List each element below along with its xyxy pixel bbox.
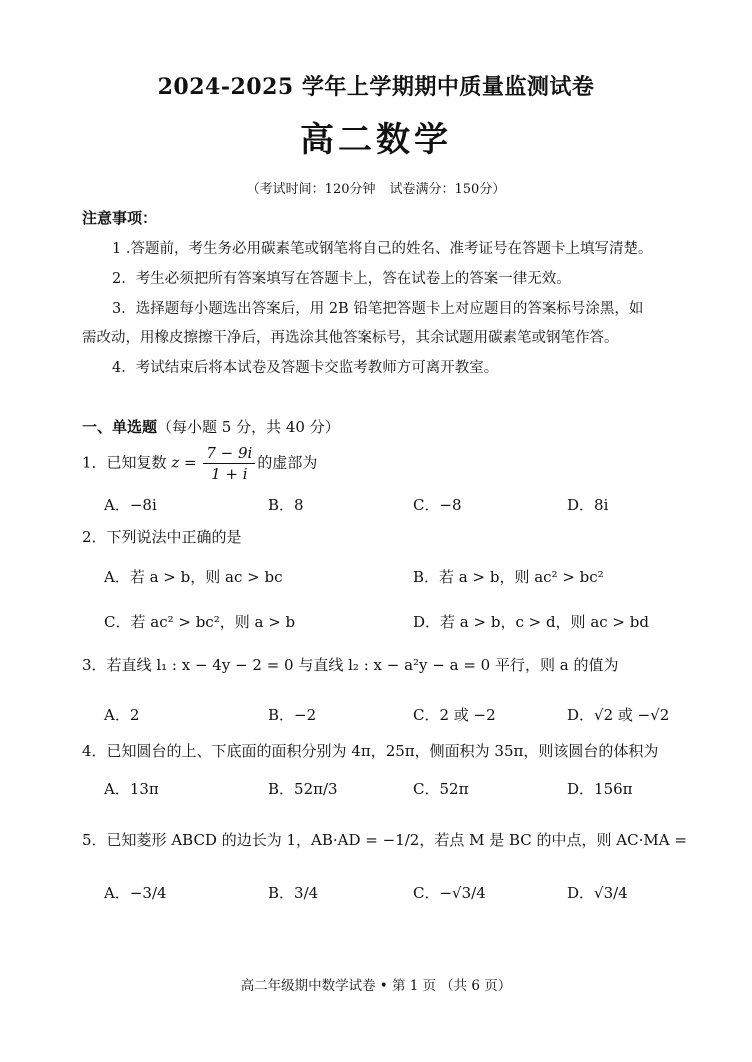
question-number: 2．	[82, 528, 107, 546]
question-5	[82, 829, 687, 850]
exam-title: 2024-2025 学年上学期期中质量监测试卷	[157, 74, 595, 100]
question-text: 的虚部为	[257, 453, 318, 472]
fraction-denominator: 1 + i	[211, 465, 248, 483]
footer-page: • 第 1 页	[379, 978, 437, 994]
option-c: C．−8	[413, 496, 462, 514]
section-desc: （每小题 5 分，共 40 分）	[157, 418, 340, 436]
question-2	[82, 526, 242, 547]
question-1	[82, 443, 317, 484]
option-a: A．−3/4	[104, 884, 167, 902]
option-b: B．−2	[268, 706, 317, 724]
question-number: 3．	[82, 656, 107, 674]
option-d: D．√2 或 −√2	[567, 706, 670, 724]
option-b: B．52π/3	[268, 780, 338, 798]
question-number: 5．	[82, 831, 107, 849]
option-c: C．52π	[413, 780, 469, 798]
section-heading	[82, 416, 340, 437]
question-text: 若直线 l₁ : x − 4y − 2 = 0 与直线 l₂ : x − a²y − a = 0 平行，则 a 的值为	[106, 656, 619, 674]
option-a: A．−8i	[104, 496, 157, 514]
question-4	[82, 740, 658, 761]
note-item: 2．考生必须把所有答案填写在答题卡上，答在试卷上的答案一律无效。	[112, 271, 571, 287]
note-item: 4．考试结束后将本试卷及答题卡交监考教师方可离开教室。	[112, 360, 499, 376]
footer-total: （共 6 页）	[440, 978, 512, 994]
math-var: z	[171, 453, 180, 472]
exam-time: （考试时间：120分钟	[246, 182, 376, 197]
question-number: 4．	[82, 742, 107, 760]
option-b: B．若 a > b，则 ac² > bc²	[413, 568, 604, 586]
option-d: D．156π	[567, 780, 633, 798]
note-item: 3．选择题每小题选出答案后，用 2B 铅笔把答题卡上对应题目的答案标号涂黑，如	[112, 301, 644, 317]
page-footer	[0, 974, 752, 994]
math-eq: =	[179, 453, 202, 472]
option-d: D．若 a > b，c > d，则 ac > bd	[413, 613, 649, 631]
full-score: 试卷满分：150分）	[389, 182, 506, 197]
subject-title: 高二数学	[300, 120, 452, 160]
option-d: D．√3/4	[567, 884, 628, 902]
note-item: 需改动，用橡皮擦擦干净后，再选涂其他答案标号，其余试题用碳素笔或钢笔作答。	[82, 330, 619, 346]
option-b: B．8	[268, 496, 304, 514]
fraction	[203, 443, 255, 484]
section-title: 一、单选题	[82, 418, 158, 436]
question-text: 下列说法中正确的是	[106, 528, 242, 546]
option-a: A．13π	[104, 780, 159, 798]
option-a: A．2	[104, 706, 140, 724]
exam-meta	[0, 178, 752, 197]
option-c: C．若 ac² > bc²，则 a > b	[104, 613, 296, 631]
question-text: 已知菱形 ABCD 的边长为 1，AB·AD = −1/2，若点 M 是 BC 的中点，则 AC·MA =	[106, 831, 687, 849]
question-text: 已知复数	[106, 453, 167, 472]
notes-heading: 注意事项：	[82, 209, 158, 227]
option-b: B．3/4	[268, 884, 319, 902]
question-3	[82, 654, 618, 675]
option-a: A．若 a > b，则 ac > bc	[104, 568, 283, 586]
question-text: 已知圆台的上、下底面的面积分别为 4π，25π，侧面积为 35π，则该圆台的体积为	[106, 742, 659, 760]
option-c: C．−√3/4	[413, 884, 486, 902]
note-item: 1 .答题前，考生务必用碳素笔或钢笔将自己的姓名、准考证号在答题卡上填写清楚。	[112, 241, 653, 257]
question-number: 1．	[82, 453, 107, 472]
footer-title: 高二年级期中数学试卷	[240, 978, 376, 994]
fraction-numerator: 7 − 9i	[203, 443, 255, 464]
option-c: C．2 或 −2	[413, 706, 496, 724]
option-d: D．8i	[567, 496, 609, 514]
